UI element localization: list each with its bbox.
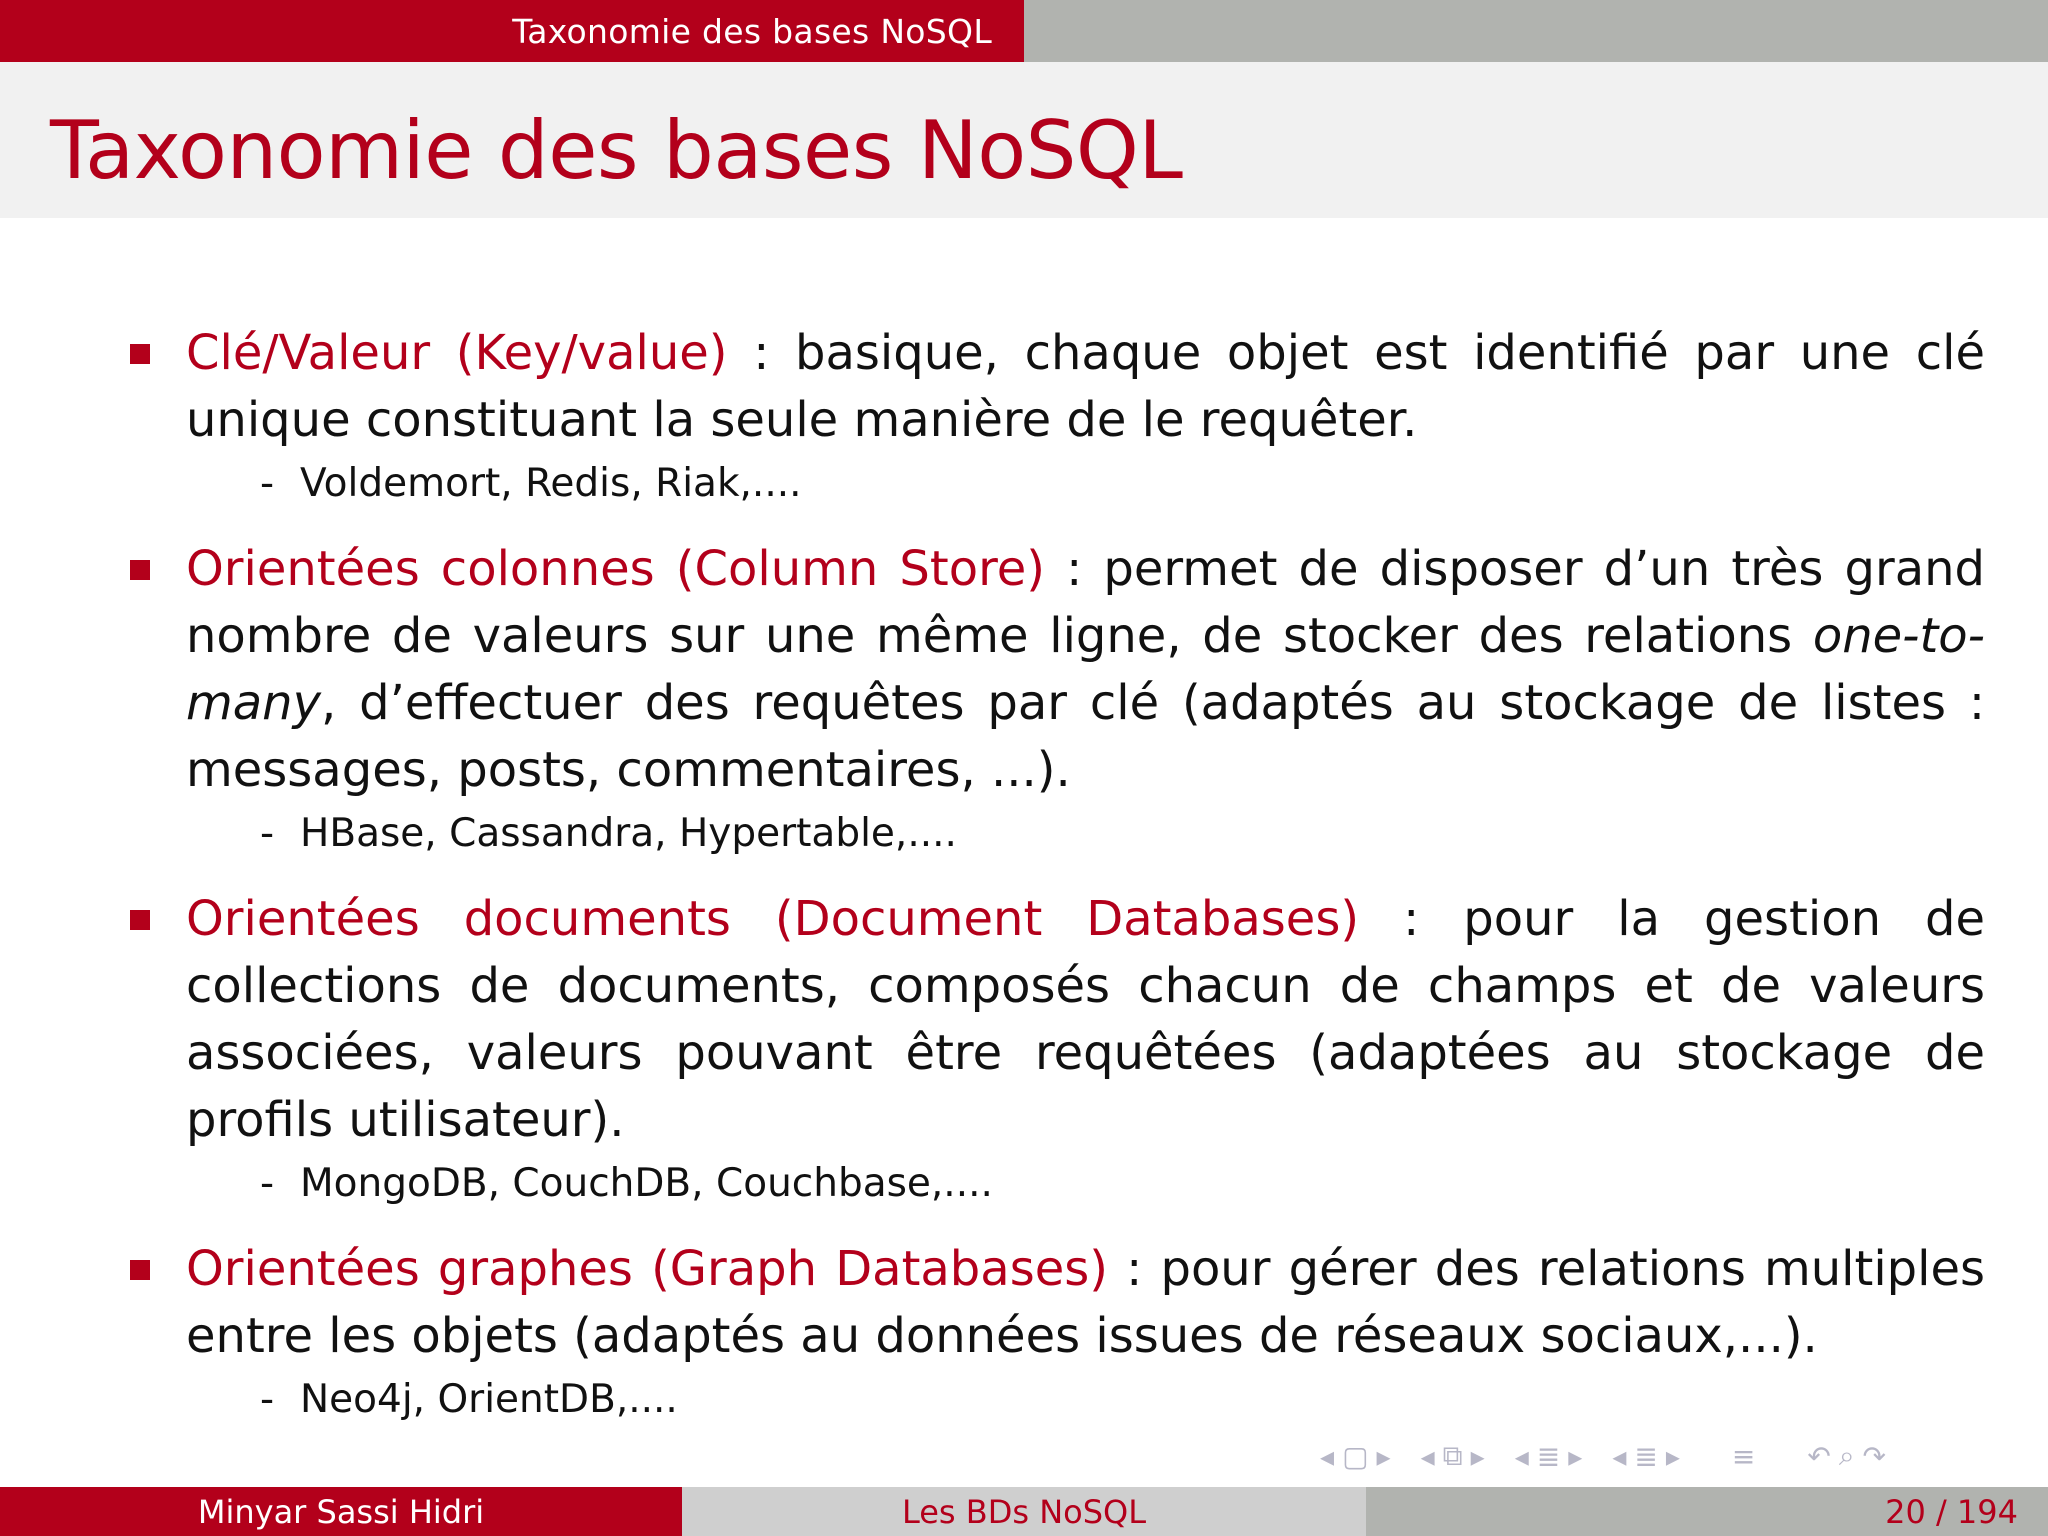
item-text bbox=[186, 536, 1985, 804]
examples-text: Voldemort, Redis, Riak,.... bbox=[300, 461, 802, 506]
list-item-graph bbox=[130, 1236, 1985, 1370]
section-title: Taxonomie des bases NoSQL bbox=[512, 11, 992, 51]
footer-page bbox=[1366, 1487, 2048, 1536]
item-term: Clé/Valeur (Key/value) bbox=[186, 325, 728, 381]
redo-icon[interactable]: ↷ bbox=[1862, 1439, 1886, 1473]
undo-icon[interactable]: ↶ bbox=[1807, 1439, 1831, 1473]
item-term: Orientées documents (Document Databases) bbox=[186, 891, 1360, 947]
section-icon[interactable]: ≣ bbox=[1536, 1439, 1561, 1473]
footer-course bbox=[682, 1487, 1366, 1536]
examples-text: MongoDB, CouchDB, Couchbase,.... bbox=[300, 1161, 993, 1206]
item-description-end: , d’effectuer des requêtes par clé (adaptés au stockage de listes : messages, posts, commentaires, ...). bbox=[186, 675, 1985, 798]
align-icon[interactable]: ≣ bbox=[1634, 1439, 1658, 1473]
bullet-square-icon bbox=[130, 910, 150, 930]
examples-document bbox=[130, 1160, 1985, 1208]
arrow-left-icon[interactable]: ◂ bbox=[1612, 1439, 1627, 1473]
dash-icon: - bbox=[260, 461, 275, 506]
frame-title-bar bbox=[0, 62, 2048, 218]
examples-graph bbox=[130, 1376, 1985, 1424]
arrow-right-icon[interactable]: ▸ bbox=[1568, 1439, 1583, 1473]
item-description: : basique, chaque objet est identifié par une clé unique constituant la seule manière de le requêter. bbox=[186, 325, 1986, 448]
author-name: Minyar Sassi Hidri bbox=[197, 1492, 485, 1531]
item-text bbox=[186, 320, 1985, 454]
dash-icon: - bbox=[260, 1161, 275, 1206]
examples-key-value bbox=[130, 460, 1985, 508]
dash-icon: - bbox=[260, 811, 275, 856]
arrow-right-icon[interactable]: ▸ bbox=[1470, 1439, 1485, 1473]
bullet-list bbox=[130, 320, 1985, 1452]
item-term: Orientées colonnes (Column Store) bbox=[186, 541, 1046, 597]
list-item-document bbox=[130, 886, 1985, 1154]
section-bar-empty bbox=[1024, 0, 2048, 62]
examples-column-store bbox=[130, 810, 1985, 858]
course-title: Les BDs NoSQL bbox=[901, 1492, 1147, 1531]
examples-text: Neo4j, OrientDB,.... bbox=[300, 1377, 678, 1422]
subsection-icon[interactable]: ⧉ bbox=[1442, 1439, 1463, 1472]
frame-icon[interactable]: ▢ bbox=[1342, 1439, 1369, 1473]
list-item-column-store bbox=[130, 536, 1985, 804]
item-description: : permet de disposer d’un très grand nombre de valeurs sur une même ligne, de stocker des relations bbox=[186, 541, 1986, 664]
arrow-left-icon[interactable]: ◂ bbox=[1514, 1439, 1529, 1473]
examples-text: HBase, Cassandra, Hypertable,.... bbox=[300, 811, 957, 856]
item-description: : pour gérer des relations multiples entre les objets (adaptés au données issues de réseaux sociaux,...). bbox=[186, 1241, 1985, 1364]
top-navigation-bar bbox=[0, 0, 2048, 62]
bullet-square-icon bbox=[130, 1260, 150, 1280]
item-term: Orientées graphes (Graph Databases) bbox=[186, 1241, 1108, 1297]
item-text bbox=[186, 1236, 1985, 1370]
beamer-navigation-symbols bbox=[1320, 1440, 2035, 1472]
align-icon[interactable]: ≡ bbox=[1731, 1439, 1756, 1473]
arrow-left-icon[interactable]: ◂ bbox=[1320, 1439, 1335, 1473]
section-title-bar[interactable] bbox=[0, 0, 1024, 62]
item-description-emphasis: one-to-many bbox=[186, 608, 1985, 731]
arrow-right-icon[interactable]: ▸ bbox=[1665, 1439, 1680, 1473]
item-text bbox=[186, 886, 1985, 1154]
footer-bar bbox=[0, 1487, 2048, 1536]
bullet-square-icon bbox=[130, 560, 150, 580]
search-icon[interactable]: ⌕ bbox=[1838, 1439, 1855, 1472]
bullet-square-icon bbox=[130, 344, 150, 364]
slide-title: Taxonomie des bases NoSQL bbox=[50, 104, 1183, 197]
list-item-key-value bbox=[130, 320, 1985, 454]
item-description: : pour la gestion de collections de documents, composés chacun de champs et de valeurs associées, valeurs pouvant être requêtées (adaptées au stockage de profils utilisateur). bbox=[186, 891, 1985, 1148]
arrow-right-icon[interactable]: ▸ bbox=[1376, 1439, 1391, 1473]
dash-icon: - bbox=[260, 1377, 275, 1422]
arrow-left-icon[interactable]: ◂ bbox=[1420, 1439, 1435, 1473]
footer-author bbox=[0, 1487, 682, 1536]
page-number: 20 / 194 bbox=[1885, 1492, 2018, 1531]
